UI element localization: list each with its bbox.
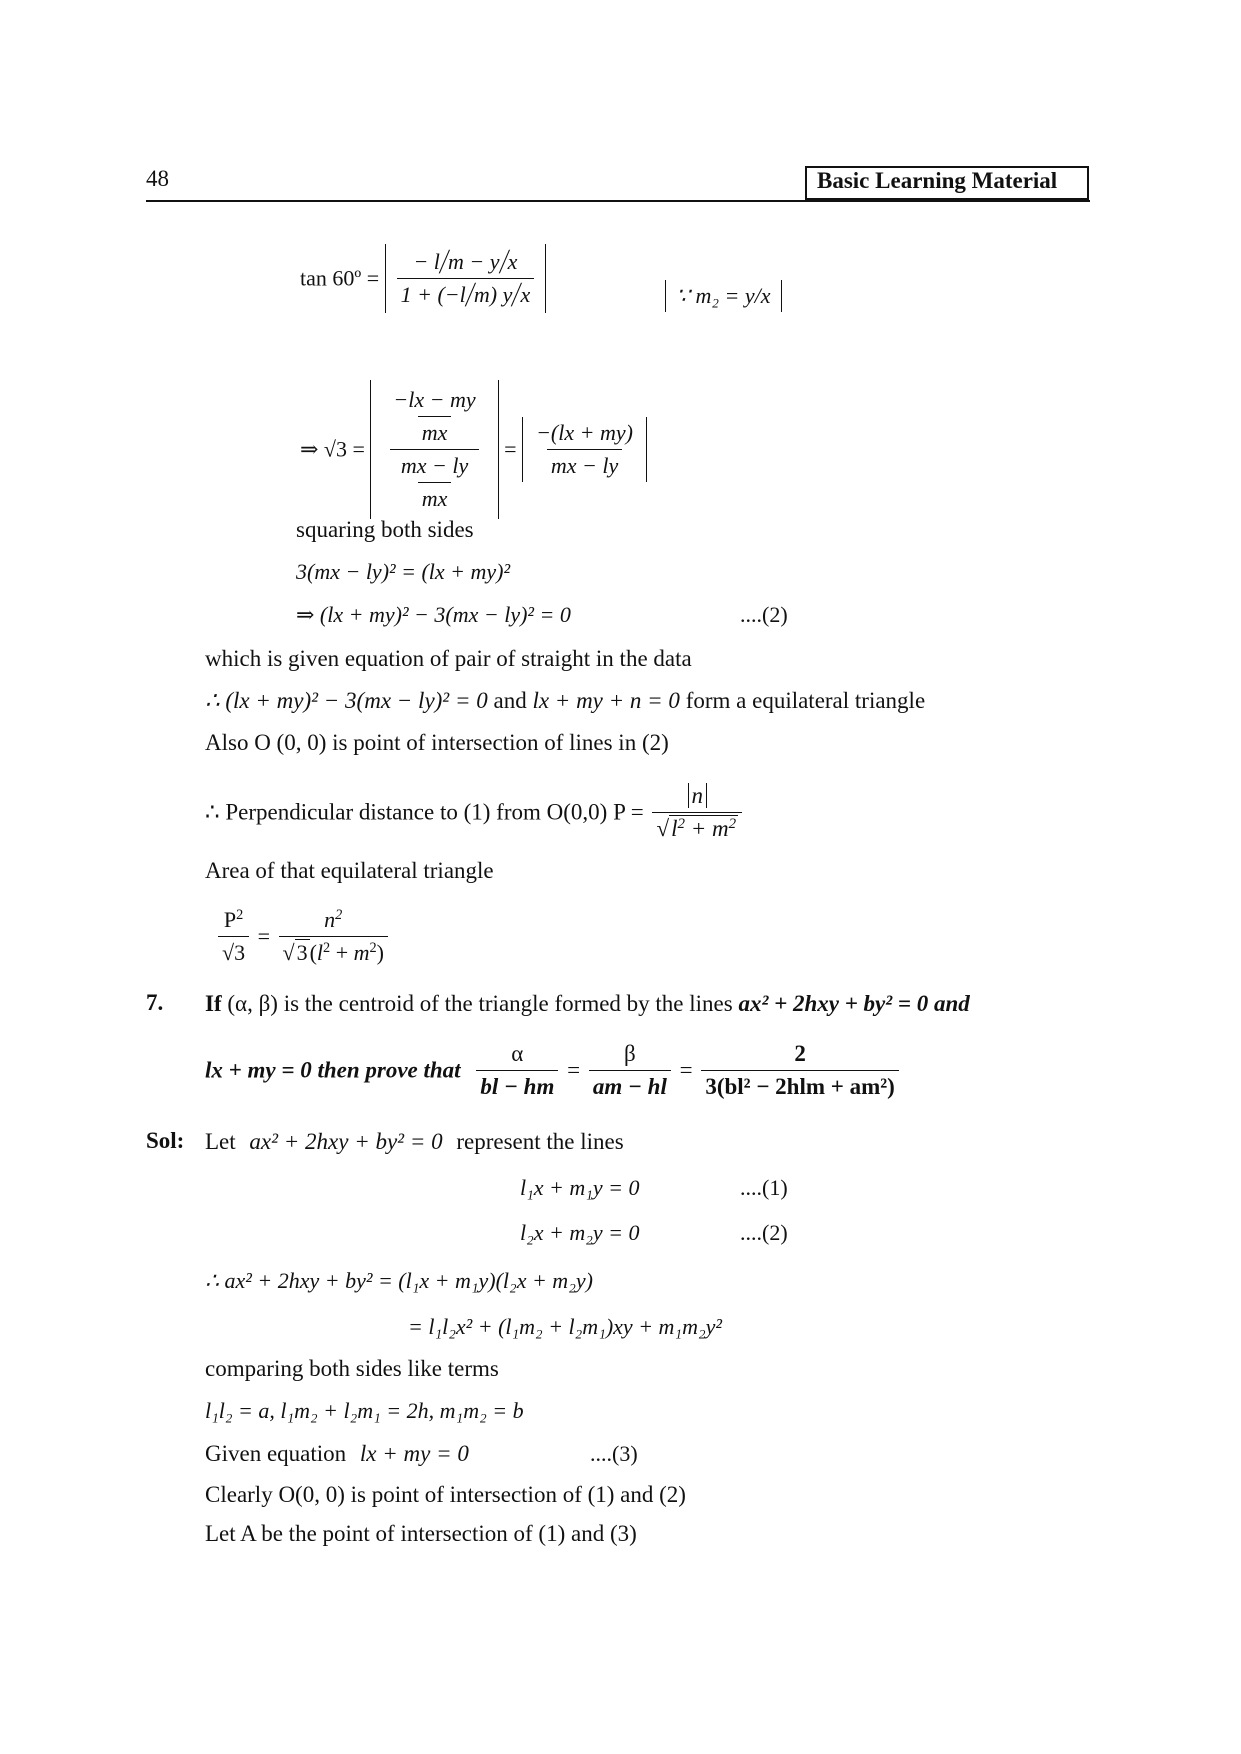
line-equation-2: l₂x + m₂y = 0: [520, 1220, 640, 1245]
tan60-label: tan 60º =: [300, 265, 380, 291]
line-equation-1-tag: ....(1): [740, 1175, 788, 1200]
tan60-equation: [300, 241, 546, 315]
solution-label: Sol:: [146, 1128, 185, 1153]
compare-equation: l₁l₂ = a, l₁m₂ + l₂m₁ = 2h, m₁m₂ = b: [205, 1398, 524, 1423]
equation-tag-2: ....(2): [740, 602, 788, 627]
tan60-abs-value: [385, 241, 547, 315]
squared-equation: 3(mx − ly)² = (lx + my)²: [296, 559, 511, 584]
solution-let-eq: ax² + 2hxy + by² = 0: [249, 1129, 443, 1154]
therefore-line: [205, 687, 925, 715]
given-equation-tag: ....(3): [590, 1441, 638, 1466]
line-equation-2-tag: ....(2): [740, 1220, 788, 1245]
perpendicular-line: [205, 782, 745, 843]
let-a-line: Let A be the point of intersection of (1) and (3): [205, 1521, 637, 1546]
question-prove-line: lx + my = 0 then prove that $\frac{\alpha}{bl - hm}$ = $\frac{\beta}{am - hl}$ = $\frac{2}{\text{3(bl² − 2hlm + am²)}}$: [205, 1040, 902, 1101]
given-data-line: which is given equation of pair of straight in the data: [205, 646, 692, 671]
page-number: 48: [146, 166, 169, 191]
since-m2-note: [665, 280, 782, 312]
also-line: Also O (0, 0) is point of intersection of lines in (2): [205, 730, 669, 755]
prove-frac-rhs: $\frac{2}{\text{3(bl² − 2hlm + am²)}}$: [701, 1040, 899, 1101]
given-equation-line: [205, 1440, 469, 1468]
given-text: Given equation: [205, 1441, 347, 1466]
given-equation: lx + my = 0: [359, 1441, 469, 1466]
sqrt3-equation: ⇒ √3 = $\frac{\frac{-lx - my}{mx}}{\frac{mx - ly}{mx}}$ = $\frac{-(lx + my)}{mx - ly}$: [300, 380, 647, 519]
product-equation: ∴ ax² + 2hxy + by² = (l₁x + m₁y)(l₂x + m₂y): [205, 1268, 593, 1293]
question-mid: (α, β) is the centroid of the triangle formed by the lines: [227, 991, 733, 1016]
perpendicular-text: ∴ Perpendicular distance to (1) from O(0,0): [205, 799, 608, 825]
clearly-line: Clearly O(0, 0) is point of intersection of (1) and (2): [205, 1482, 686, 1507]
perpendicular-fraction: $\frac{n}{√l^2 + m^2}$: [652, 782, 742, 843]
compound-fraction: $\frac{\frac{-lx - my}{mx}}{\frac{mx - ly}{mx}}$: [382, 386, 486, 513]
solution-let-line: [205, 1128, 624, 1156]
line-equation-1: l₁x + m₁y = 0: [520, 1175, 640, 1200]
implies-equation: ⇒ (lx + my)² − 3(mx − ly)² = 0: [296, 602, 571, 627]
solution-let-suffix: represent the lines: [456, 1129, 624, 1154]
squaring-text: squaring both sides: [296, 517, 474, 542]
expanded-equation: = l₁l₂x² + (l₁m₂ + l₂m₁)xy + m₁m₂y²: [408, 1314, 722, 1339]
solution-let: Let: [205, 1129, 236, 1154]
header-title: Basic Learning Material: [817, 168, 1058, 193]
prove-frac-beta: $\frac{\beta}{am - hl}$: [589, 1040, 671, 1101]
question-number: 7.: [146, 990, 164, 1015]
question-if: If: [205, 991, 222, 1016]
sqrt3-label: ⇒ √3 =: [300, 436, 365, 462]
since-m2-text: ∵ m₂ = y/x: [676, 283, 771, 308]
area-formula: $\frac{P^2}{√3}$ = $\frac{n^2}{√3(l^2 + m^2)}$: [215, 906, 391, 967]
therefore-and: and: [493, 688, 527, 713]
area-line: Area of that equilateral triangle: [205, 858, 494, 883]
question-line2: lx + my = 0 then prove that: [205, 1057, 461, 1083]
sqrt3-abs-compound: [370, 380, 498, 519]
compare-text: comparing both sides like terms: [205, 1356, 499, 1381]
header-rule: [146, 200, 1090, 202]
sqrt3-abs-simplified: $\frac{-(lx + my)}{mx - ly}$: [522, 417, 647, 482]
question-equation: ax² + 2hxy + by² = 0 and: [738, 991, 970, 1016]
therefore-eq2: lx + my + n = 0: [532, 688, 680, 713]
tan60-fraction: $\frac{- l/m - y/x}{1 + (-l/m) y/x}$: [397, 248, 535, 309]
question-statement: [205, 990, 970, 1018]
therefore-eq1: ∴ (lx + my)² − 3(mx − ly)² = 0: [205, 688, 488, 713]
p-label: P =: [613, 799, 644, 825]
therefore-suffix: form a equilateral triangle: [685, 688, 926, 713]
prove-frac-alpha: $\frac{\alpha}{bl - hm}$: [476, 1040, 558, 1101]
